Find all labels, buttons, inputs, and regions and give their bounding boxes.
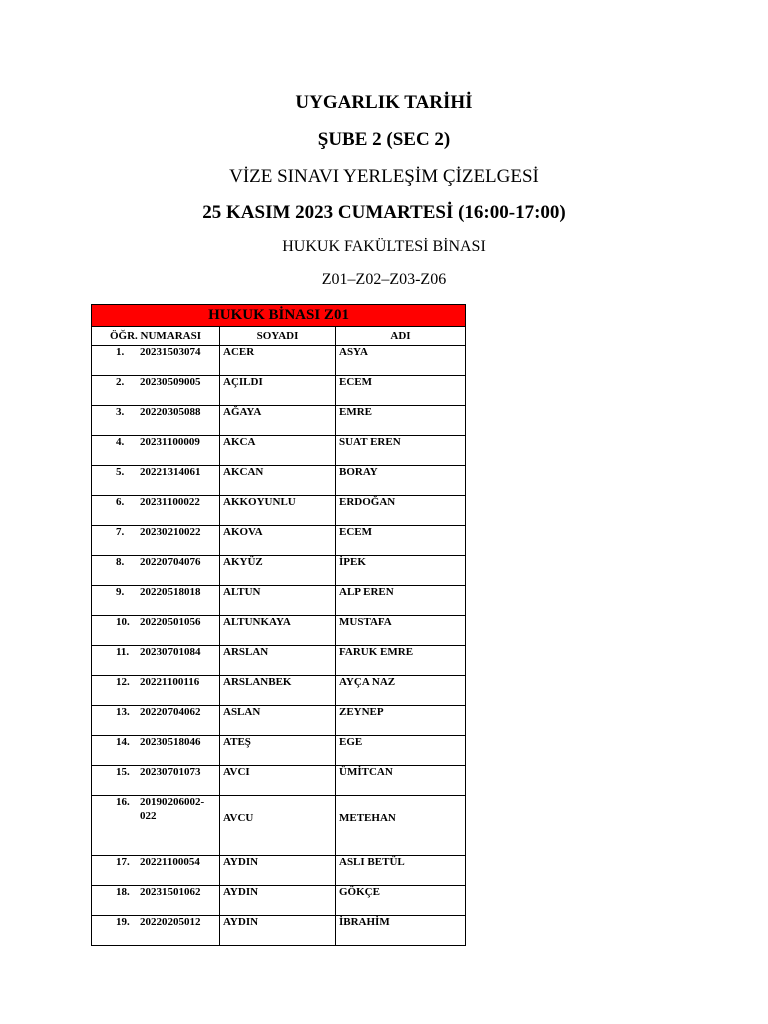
table-row [92, 616, 466, 646]
student-number: 20231503074 [140, 346, 201, 358]
name-cell: ÜMİTCAN [336, 766, 466, 796]
table-body [92, 346, 466, 946]
student-number: 20231501062 [140, 886, 201, 898]
row-index: 12. [116, 676, 130, 688]
name-cell: EMRE [336, 406, 466, 436]
table-row [92, 556, 466, 586]
table-row [92, 466, 466, 496]
student-number-cell [92, 706, 220, 736]
table-row [92, 346, 466, 376]
surname-cell: AVCU [220, 796, 336, 856]
table-row [92, 766, 466, 796]
student-number-cell [92, 886, 220, 916]
student-number-cell [92, 436, 220, 466]
row-index: 4. [116, 436, 125, 448]
row-index: 8. [116, 556, 125, 568]
student-number: 20220518018 [140, 586, 201, 598]
student-number: 20221314061 [140, 466, 201, 478]
table-row [92, 586, 466, 616]
row-index: 2. [116, 376, 125, 388]
name-cell: ECEM [336, 376, 466, 406]
student-number: 20231100022 [140, 496, 200, 508]
name-cell: İBRAHİM [336, 916, 466, 946]
student-number: 20230701073 [140, 766, 201, 778]
student-number: 20190206002- [140, 796, 205, 808]
student-number-cell [92, 856, 220, 886]
surname-cell: AKOVA [220, 526, 336, 556]
surname-cell: ALTUNKAYA [220, 616, 336, 646]
row-index: 11. [116, 646, 130, 658]
table-row [92, 676, 466, 706]
surname-cell: ACER [220, 346, 336, 376]
row-index: 3. [116, 406, 125, 418]
surname-cell: ARSLAN [220, 646, 336, 676]
table-row [92, 796, 466, 856]
row-index: 1. [116, 346, 125, 358]
name-cell: GÖKÇE [336, 886, 466, 916]
student-number-cell [92, 616, 220, 646]
table-row [92, 436, 466, 466]
seating-table [91, 304, 466, 946]
table-row [92, 706, 466, 736]
table-header-row [92, 327, 466, 346]
name-cell: MUSTAFA [336, 616, 466, 646]
exam-date: 25 KASIM 2023 CUMARTESİ (16:00-17:00) [202, 202, 566, 223]
student-number-cell [92, 676, 220, 706]
student-number-cell [92, 736, 220, 766]
name-cell: İPEK [336, 556, 466, 586]
row-index: 14. [116, 736, 130, 748]
room-list: Z01–Z02–Z03-Z06 [321, 271, 447, 288]
row-index: 10. [116, 616, 130, 628]
student-number-cell [92, 556, 220, 586]
surname-cell: ASLAN [220, 706, 336, 736]
table-row [92, 496, 466, 526]
student-number-cell [92, 526, 220, 556]
row-index: 16. [116, 796, 130, 808]
course-title: UYGARLIK TARİHİ [295, 92, 473, 113]
row-index: 18. [116, 886, 130, 898]
student-number: 20231100009 [140, 436, 200, 448]
table-row [92, 526, 466, 556]
row-index: 15. [116, 766, 130, 778]
student-number-cell [92, 646, 220, 676]
student-number: 20221100054 [140, 856, 200, 868]
student-number: 20220205012 [140, 916, 201, 928]
surname-cell: ALTUN [220, 586, 336, 616]
student-number: 20220501056 [140, 616, 201, 628]
column-header-number: ÖĞR. NUMARASI [92, 327, 220, 346]
student-number-continued: 022 [140, 810, 157, 822]
name-cell: ASLI BETÜL [336, 856, 466, 886]
student-number-cell [92, 796, 220, 856]
surname-cell: AVCI [220, 766, 336, 796]
student-number: 20220305088 [140, 406, 201, 418]
surname-cell: AKKOYUNLU [220, 496, 336, 526]
student-number: 20230210022 [140, 526, 201, 538]
row-index: 6. [116, 496, 125, 508]
surname-cell: AKCAN [220, 466, 336, 496]
table-row [92, 646, 466, 676]
table-row [92, 886, 466, 916]
section-title: ŞUBE 2 (SEC 2) [317, 129, 451, 150]
name-cell: SUAT EREN [336, 436, 466, 466]
column-header-name: ADI [336, 327, 466, 346]
name-cell: ASYA [336, 346, 466, 376]
surname-cell: AKCA [220, 436, 336, 466]
name-cell: AYÇA NAZ [336, 676, 466, 706]
row-index: 17. [116, 856, 130, 868]
student-number: 20230518046 [140, 736, 201, 748]
row-index: 9. [116, 586, 125, 598]
name-cell: METEHAN [336, 796, 466, 856]
student-number-cell [92, 406, 220, 436]
student-number-cell [92, 916, 220, 946]
surname-cell: AKYÜZ [220, 556, 336, 586]
table-title-row [92, 305, 466, 327]
table-row [92, 736, 466, 766]
surname-cell: AYDIN [220, 916, 336, 946]
surname-cell: ATEŞ [220, 736, 336, 766]
name-cell: EGE [336, 736, 466, 766]
student-number-cell [92, 376, 220, 406]
surname-cell: AĞAYA [220, 406, 336, 436]
student-number: 20220704062 [140, 706, 201, 718]
student-number: 20230509005 [140, 376, 201, 388]
table-title: HUKUK BİNASI Z01 [92, 305, 466, 327]
student-number: 20221100116 [140, 676, 200, 688]
name-cell: ECEM [336, 526, 466, 556]
name-cell: ALP EREN [336, 586, 466, 616]
table-row [92, 916, 466, 946]
table-row [92, 376, 466, 406]
table-row [92, 406, 466, 436]
surname-cell: AYDIN [220, 886, 336, 916]
surname-cell: ARSLANBEK [220, 676, 336, 706]
name-cell: BORAY [336, 466, 466, 496]
name-cell: ZEYNEP [336, 706, 466, 736]
row-index: 13. [116, 706, 130, 718]
student-number: 20230701084 [140, 646, 201, 658]
row-index: 19. [116, 916, 130, 928]
name-cell: FARUK EMRE [336, 646, 466, 676]
student-number-cell [92, 346, 220, 376]
building-name: HUKUK FAKÜLTESİ BİNASI [282, 238, 486, 255]
document-subtitle: VİZE SINAVI YERLEŞİM ÇİZELGESİ [229, 166, 539, 187]
student-number-cell [92, 766, 220, 796]
table-row [92, 856, 466, 886]
student-number-cell [92, 466, 220, 496]
column-header-surname: SOYADI [220, 327, 336, 346]
student-number-cell [92, 496, 220, 526]
student-number: 20220704076 [140, 556, 201, 568]
student-number-cell [92, 586, 220, 616]
name-cell: ERDOĞAN [336, 496, 466, 526]
surname-cell: AYDIN [220, 856, 336, 886]
row-index: 7. [116, 526, 125, 538]
surname-cell: AÇILDI [220, 376, 336, 406]
row-index: 5. [116, 466, 125, 478]
